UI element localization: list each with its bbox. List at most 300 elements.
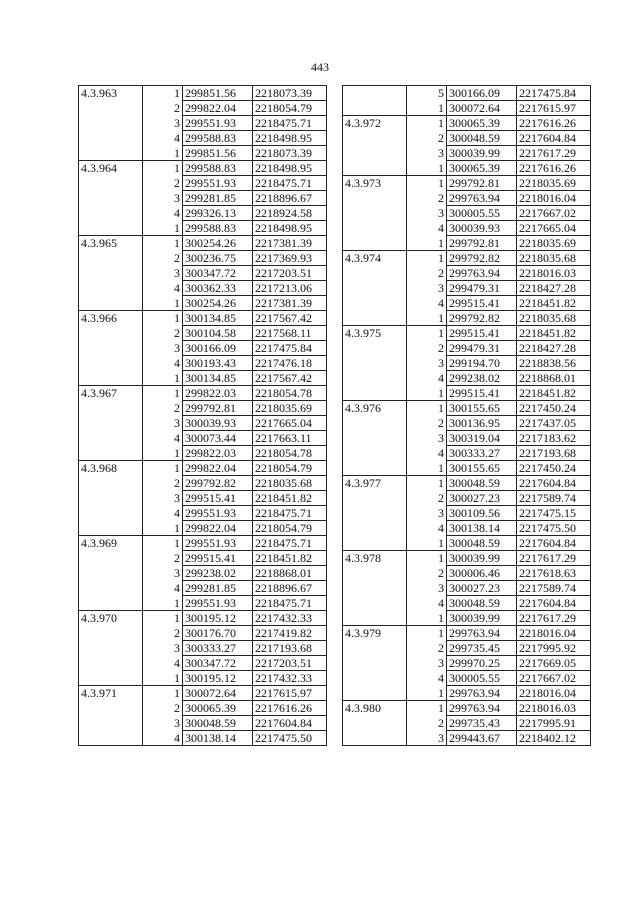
x-coordinate-cell: 299515.41 [447,326,517,341]
x-coordinate-cell: 300109.56 [447,506,517,521]
y-coordinate-cell: 2218451.82 [253,551,327,566]
y-coordinate-cell: 2218475.71 [253,536,327,551]
x-coordinate-cell: 299822.03 [183,386,253,401]
x-coordinate-cell: 299479.31 [447,341,517,356]
y-coordinate-cell: 2218924.58 [253,206,327,221]
y-coordinate-cell: 2217419.82 [253,626,327,641]
parcel-id-cell [343,266,407,281]
parcel-id-cell [343,431,407,446]
point-number-cell: 2 [438,566,444,580]
parcel-id-cell [79,626,143,641]
y-coordinate-cell: 2217183.62 [517,431,591,446]
y-coordinate-cell: 2217667.02 [517,206,591,221]
point-number-cell: 1 [407,326,447,341]
y-coordinate-cell: 2217589.74 [517,491,591,506]
y-coordinate-cell: 2217567.42 [253,371,327,386]
x-coordinate-cell: 299763.94 [447,686,517,701]
point-number-cell: 1 [407,701,447,716]
x-coordinate-cell: 300005.55 [447,671,517,686]
coordinate-row [79,206,327,221]
x-coordinate-cell: 299551.93 [183,116,253,131]
point-number-cell: 3 [438,281,444,295]
point-number-cell: 1 [143,461,183,476]
y-coordinate-cell: 2218035.69 [517,176,591,191]
coordinate-row [343,161,591,176]
x-coordinate-cell: 299588.83 [183,221,253,236]
coordinate-row [343,611,591,626]
parcel-id-cell [343,506,407,521]
x-coordinate-cell: 300048.59 [447,476,517,491]
x-coordinate-cell: 300005.55 [447,206,517,221]
coordinate-row [79,461,327,476]
coordinate-row [343,446,591,461]
point-number-cell: 1 [174,370,180,385]
y-coordinate-cell: 2217476.18 [253,356,327,371]
point-number-cell: 1 [143,236,183,251]
y-coordinate-cell: 2217665.04 [517,221,591,236]
x-coordinate-cell: 299970.25 [447,656,517,671]
coordinate-row [79,671,327,686]
point-number-cell: 3 [407,731,447,746]
point-number-cell: 3 [174,341,180,355]
y-coordinate-cell: 2218035.68 [253,476,327,491]
x-coordinate-cell: 299326.13 [183,206,253,221]
x-coordinate-cell: 299763.94 [447,191,517,206]
coordinate-row [343,701,591,716]
parcel-id-cell [343,671,407,686]
parcel-id-cell [343,356,407,371]
x-coordinate-cell: 299238.02 [183,566,253,581]
x-coordinate-cell: 299194.70 [447,356,517,371]
x-coordinate-cell: 299851.56 [183,146,253,161]
parcel-id-cell [79,596,143,611]
point-number-cell: 1 [438,460,444,475]
y-coordinate-cell: 2217616.26 [517,161,591,176]
coordinate-row [79,581,327,596]
point-number-cell: 1 [407,626,447,641]
parcel-id-cell [343,86,407,101]
parcel-id-cell [79,731,143,746]
parcel-id-cell [79,206,143,221]
y-coordinate-cell: 2217616.26 [253,701,327,716]
point-number-cell: 1 [174,595,180,610]
x-coordinate-cell: 300104.58 [183,326,253,341]
parcel-id-cell [343,296,407,311]
point-number-cell: 1 [143,86,183,101]
y-coordinate-cell: 2218451.82 [517,386,591,401]
point-number-cell: 3 [438,431,444,445]
x-coordinate-cell: 300065.39 [183,701,253,716]
parcel-id-cell: 4.3.968 [79,461,143,476]
y-coordinate-cell: 2218868.01 [253,566,327,581]
x-coordinate-cell: 300048.59 [183,716,253,731]
point-number-cell: 4 [438,371,444,385]
coordinate-row [343,506,591,521]
parcel-id-cell [79,506,143,521]
point-number-cell: 3 [174,266,180,280]
point-number-cell: 2 [174,326,180,340]
point-number-cell: 4 [174,131,180,145]
point-number-cell: 3 [174,116,180,130]
y-coordinate-cell: 2218016.04 [517,686,591,701]
coordinate-row [79,446,327,461]
y-coordinate-cell: 2217193.68 [517,446,591,461]
parcel-id-cell [79,356,143,371]
point-number-cell: 4 [143,731,183,746]
parcel-id-cell: 4.3.980 [343,701,407,716]
point-number-cell: 4 [438,521,444,535]
x-coordinate-cell: 300065.39 [447,161,517,176]
point-number-cell: 2 [174,701,180,715]
coordinate-row [343,491,591,506]
coordinate-row [343,296,591,311]
x-coordinate-cell: 299792.82 [183,476,253,491]
coordinate-row [79,431,327,446]
x-coordinate-cell: 300134.85 [183,311,253,326]
parcel-id-cell [343,281,407,296]
point-number-cell: 1 [174,670,180,685]
point-number-cell: 3 [438,506,444,520]
parcel-id-cell [79,446,143,461]
x-coordinate-cell: 299515.41 [183,551,253,566]
point-number-cell: 2 [174,626,180,640]
parcel-id-cell [79,296,143,311]
parcel-id-cell [343,221,407,236]
parcel-id-cell [343,641,407,656]
y-coordinate-cell: 2217450.24 [517,401,591,416]
y-coordinate-cell: 2217618.63 [517,566,591,581]
y-coordinate-cell: 2218054.79 [253,461,327,476]
coordinate-row [343,266,591,281]
coordinate-row [343,521,591,536]
point-number-cell: 1 [143,536,183,551]
y-coordinate-cell: 2218475.71 [253,596,327,611]
y-coordinate-cell: 2217617.29 [517,611,591,626]
x-coordinate-cell: 300333.27 [183,641,253,656]
parcel-id-cell [343,161,407,176]
parcel-id-cell [343,656,407,671]
x-coordinate-cell: 300136.95 [447,416,517,431]
x-coordinate-cell: 300072.64 [447,101,517,116]
y-coordinate-cell: 2217475.50 [517,521,591,536]
y-coordinate-cell: 2217203.51 [253,656,327,671]
x-coordinate-cell: 300362.33 [183,281,253,296]
coordinate-row [79,641,327,656]
parcel-id-cell [79,281,143,296]
point-number-cell: 1 [438,685,444,700]
coordinate-row [343,626,591,641]
point-number-cell: 3 [438,206,444,220]
y-coordinate-cell: 2218016.03 [517,701,591,716]
coordinate-row [79,221,327,236]
x-coordinate-cell: 299763.94 [447,626,517,641]
coordinates-table-left [78,85,327,746]
coordinate-row [343,101,591,116]
y-coordinate-cell: 2218896.67 [253,191,327,206]
y-coordinate-cell: 2218016.04 [517,191,591,206]
x-coordinate-cell: 300193.43 [183,356,253,371]
coordinate-row [343,566,591,581]
parcel-id-cell [343,581,407,596]
y-coordinate-cell: 2217604.84 [517,536,591,551]
coordinate-row [343,716,591,731]
coordinate-row [79,281,327,296]
parcel-id-cell: 4.3.976 [343,401,407,416]
y-coordinate-cell: 2218451.82 [517,326,591,341]
point-number-cell: 4 [438,671,444,685]
y-coordinate-cell: 2217369.93 [253,251,327,266]
parcel-id-cell [79,251,143,266]
parcel-id-cell [79,431,143,446]
coordinate-row [79,416,327,431]
x-coordinate-cell: 300176.70 [183,626,253,641]
x-coordinate-cell: 300048.59 [447,536,517,551]
parcel-id-cell [79,716,143,731]
parcel-id-cell: 4.3.963 [79,86,143,101]
coordinate-row [79,161,327,176]
parcel-id-cell [343,566,407,581]
point-number-cell: 2 [174,176,180,190]
parcel-id-cell [343,386,407,401]
x-coordinate-cell: 300072.64 [183,686,253,701]
parcel-id-cell [343,371,407,386]
y-coordinate-cell: 2217432.33 [253,611,327,626]
x-coordinate-cell: 299588.83 [183,131,253,146]
x-coordinate-cell: 300195.12 [183,671,253,686]
y-coordinate-cell: 2217604.84 [517,596,591,611]
y-coordinate-cell: 2217213.06 [253,281,327,296]
y-coordinate-cell: 2217615.97 [517,101,591,116]
parcel-id-cell: 4.3.965 [79,236,143,251]
point-number-cell: 1 [438,100,444,115]
point-number-cell: 3 [174,566,180,580]
x-coordinate-cell: 299792.82 [447,251,517,266]
x-coordinate-cell: 299515.41 [447,296,517,311]
parcel-id-cell [79,566,143,581]
parcel-id-cell: 4.3.969 [79,536,143,551]
coordinate-row [343,176,591,191]
y-coordinate-cell: 2217604.84 [253,716,327,731]
parcel-id-cell [79,476,143,491]
x-coordinate-cell: 300155.65 [447,461,517,476]
point-number-cell: 1 [438,385,444,400]
point-number-cell: 1 [438,610,444,625]
x-coordinate-cell: 300073.44 [183,431,253,446]
coordinate-row [79,236,327,251]
parcel-id-cell [343,131,407,146]
y-coordinate-cell: 2218016.04 [517,626,591,641]
coordinate-row [79,401,327,416]
point-number-cell: 1 [174,445,180,460]
parcel-id-cell: 4.3.979 [343,626,407,641]
x-coordinate-cell: 299479.31 [447,281,517,296]
point-number-cell: 4 [174,656,180,670]
point-number-cell: 4 [438,596,444,610]
point-number-cell: 2 [174,476,180,490]
parcel-id-cell [343,311,407,326]
parcel-id-cell [343,536,407,551]
coordinate-row [343,371,591,386]
point-number-cell: 4 [174,431,180,445]
parcel-id-cell [79,641,143,656]
point-number-cell: 2 [438,341,444,355]
point-number-cell: 2 [438,131,444,145]
x-coordinate-cell: 300333.27 [447,446,517,461]
coordinate-row [343,311,591,326]
coordinate-row [79,701,327,716]
x-coordinate-cell: 299792.82 [447,311,517,326]
y-coordinate-cell: 2218035.69 [253,401,327,416]
parcel-id-cell: 4.3.974 [343,251,407,266]
coordinate-row [79,311,327,326]
coordinate-row [343,656,591,671]
point-number-cell: 2 [438,716,444,730]
parcel-id-cell [79,176,143,191]
coordinate-row [79,611,327,626]
coordinate-row [343,416,591,431]
parcel-id-cell [79,131,143,146]
y-coordinate-cell: 2218838.56 [517,356,591,371]
point-number-cell: 2 [174,551,180,565]
coordinate-row [79,251,327,266]
coordinate-row [79,131,327,146]
point-number-cell: 1 [407,476,447,491]
parcel-id-cell [343,206,407,221]
point-number-cell: 1 [438,235,444,250]
parcel-id-cell [79,266,143,281]
x-coordinate-cell: 299735.45 [447,641,517,656]
point-number-cell: 1 [438,160,444,175]
parcel-id-cell [343,716,407,731]
y-coordinate-cell: 2218498.95 [253,131,327,146]
coordinate-row [79,146,327,161]
point-number-cell: 3 [174,491,180,505]
coordinate-row [343,671,591,686]
coordinate-row [79,686,327,701]
point-number-cell: 1 [143,161,183,176]
point-number-cell: 2 [438,416,444,430]
x-coordinate-cell: 299443.67 [447,731,517,746]
coordinate-row [343,356,591,371]
coordinate-row [79,596,327,611]
coordinate-row [343,386,591,401]
coordinate-row [79,266,327,281]
y-coordinate-cell: 2218035.68 [517,311,591,326]
coordinate-row [343,431,591,446]
point-number-cell: 1 [407,251,447,266]
point-number-cell: 4 [438,296,444,310]
point-number-cell: 1 [407,176,447,191]
y-coordinate-cell: 2217617.29 [517,551,591,566]
y-coordinate-cell: 2217995.92 [517,641,591,656]
x-coordinate-cell: 300138.14 [447,521,517,536]
x-coordinate-cell: 300138.14 [183,731,253,746]
point-number-cell: 1 [438,310,444,325]
parcel-id-cell: 4.3.967 [79,386,143,401]
x-coordinate-cell: 299763.94 [447,701,517,716]
point-number-cell: 4 [174,581,180,595]
y-coordinate-cell: 2217193.68 [253,641,327,656]
parcel-id-cell [343,731,407,746]
point-number-cell: 3 [174,641,180,655]
parcel-id-cell [343,236,407,251]
coordinate-row [343,551,591,566]
coordinate-row [79,536,327,551]
x-coordinate-cell: 299763.94 [447,266,517,281]
coordinate-row [79,326,327,341]
point-number-cell: 4 [174,506,180,520]
x-coordinate-cell: 300166.09 [447,86,517,101]
y-coordinate-cell: 2217663.11 [253,431,327,446]
x-coordinate-cell: 299792.81 [447,176,517,191]
parcel-id-cell [79,551,143,566]
y-coordinate-cell: 2217568.11 [253,326,327,341]
coordinate-row [79,86,327,101]
parcel-id-cell [343,416,407,431]
y-coordinate-cell: 2218498.95 [253,221,327,236]
point-number-cell: 1 [174,145,180,160]
x-coordinate-cell: 300065.39 [447,116,517,131]
x-coordinate-cell: 299822.04 [183,521,253,536]
point-number-cell: 1 [143,611,183,626]
coordinate-row [79,731,327,746]
parcel-id-cell: 4.3.975 [343,326,407,341]
x-coordinate-cell: 300027.23 [447,491,517,506]
parcel-id-cell [343,521,407,536]
y-coordinate-cell: 2218868.01 [517,371,591,386]
point-number-cell: 1 [438,535,444,550]
coordinate-row [343,206,591,221]
y-coordinate-cell: 2218054.78 [253,386,327,401]
parcel-id-cell [343,686,407,701]
y-coordinate-cell: 2217475.84 [517,86,591,101]
x-coordinate-cell: 300254.26 [183,236,253,251]
y-coordinate-cell: 2218054.79 [253,521,327,536]
coordinate-row [79,656,327,671]
parcel-id-cell: 4.3.971 [79,686,143,701]
parcel-id-cell [343,341,407,356]
point-number-cell: 2 [174,251,180,265]
y-coordinate-cell: 2218427.28 [517,281,591,296]
parcel-id-cell [79,401,143,416]
point-number-cell: 3 [438,146,444,160]
y-coordinate-cell: 2217604.84 [517,131,591,146]
coordinate-row [343,221,591,236]
y-coordinate-cell: 2217432.33 [253,671,327,686]
coordinate-row [79,626,327,641]
y-coordinate-cell: 2218402.12 [517,731,591,746]
x-coordinate-cell: 300254.26 [183,296,253,311]
x-coordinate-cell: 300039.99 [447,611,517,626]
point-number-cell: 1 [407,116,447,131]
parcel-id-cell [343,596,407,611]
y-coordinate-cell: 2218427.28 [517,341,591,356]
y-coordinate-cell: 2218035.68 [517,251,591,266]
y-coordinate-cell: 2218896.67 [253,581,327,596]
coordinate-row [343,641,591,656]
point-number-cell: 4 [438,221,444,235]
coordinate-row [79,521,327,536]
y-coordinate-cell: 2217381.39 [253,236,327,251]
y-coordinate-cell: 2218035.69 [517,236,591,251]
point-number-cell: 3 [174,191,180,205]
y-coordinate-cell: 2217437.05 [517,416,591,431]
x-coordinate-cell: 299792.81 [447,236,517,251]
y-coordinate-cell: 2217475.84 [253,341,327,356]
x-coordinate-cell: 299281.85 [183,581,253,596]
y-coordinate-cell: 2217995.91 [517,716,591,731]
parcel-id-cell [79,116,143,131]
